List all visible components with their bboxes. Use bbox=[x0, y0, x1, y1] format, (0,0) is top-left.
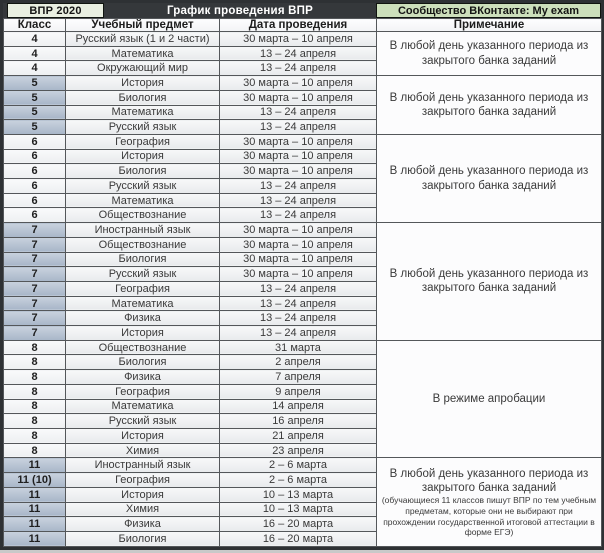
subject-cell: География bbox=[66, 473, 220, 488]
date-cell: 21 апреля bbox=[220, 428, 377, 443]
vk-community-label: Сообщество ВКонтакте: My exam bbox=[376, 3, 601, 18]
class-cell: 11 bbox=[4, 458, 66, 473]
class-cell: 6 bbox=[4, 193, 66, 208]
class-cell: 7 bbox=[4, 267, 66, 282]
subject-cell: Физика bbox=[66, 311, 220, 326]
date-cell: 31 марта bbox=[220, 340, 377, 355]
date-cell: 30 марта – 10 апреля bbox=[220, 32, 377, 47]
date-cell: 13 – 24 апреля bbox=[220, 120, 377, 135]
date-cell: 16 апреля bbox=[220, 414, 377, 429]
column-header-row bbox=[4, 19, 602, 32]
note-small-text: (обучающиеся 11 классов пишут ВПР по тем учебным предметам, которые они не выбирают при прохождении государственной итоговой аттестации в форме ЕГЭ) bbox=[381, 495, 597, 538]
date-cell: 13 – 24 апреля bbox=[220, 311, 377, 326]
date-cell: 9 апреля bbox=[220, 384, 377, 399]
class-cell: 7 bbox=[4, 281, 66, 296]
date-cell: 7 апреля bbox=[220, 370, 377, 385]
subject-cell: История bbox=[66, 76, 220, 91]
class-cell: 7 bbox=[4, 252, 66, 267]
note-cell bbox=[377, 340, 602, 458]
note-cell bbox=[377, 32, 602, 76]
class-cell: 11 bbox=[4, 517, 66, 532]
note-text: В режиме апробации bbox=[432, 392, 546, 405]
date-cell: 13 – 24 апреля bbox=[220, 105, 377, 120]
subject-cell: Иностранный язык bbox=[66, 223, 220, 238]
table-row bbox=[4, 76, 602, 91]
class-cell: 11 bbox=[4, 502, 66, 517]
subject-cell: История bbox=[66, 487, 220, 502]
class-cell: 8 bbox=[4, 428, 66, 443]
subject-cell: Русский язык (1 и 2 части) bbox=[66, 32, 220, 47]
subject-cell: Русский язык bbox=[66, 267, 220, 282]
date-cell: 30 марта – 10 апреля bbox=[220, 134, 377, 149]
class-cell: 4 bbox=[4, 61, 66, 76]
subject-cell: Биология bbox=[66, 531, 220, 546]
subject-cell: Математика bbox=[66, 399, 220, 414]
class-cell: 6 bbox=[4, 208, 66, 223]
subject-cell: Химия bbox=[66, 502, 220, 517]
column-header-subject: Учебный предмет bbox=[66, 19, 220, 32]
class-cell: 8 bbox=[4, 414, 66, 429]
class-cell: 11 bbox=[4, 531, 66, 546]
class-cell: 11 (10) bbox=[4, 473, 66, 488]
class-cell: 5 bbox=[4, 76, 66, 91]
class-cell: 4 bbox=[4, 46, 66, 61]
subject-cell: Обществознание bbox=[66, 237, 220, 252]
subject-cell: Обществознание bbox=[66, 340, 220, 355]
table-row bbox=[4, 32, 602, 47]
class-cell: 8 bbox=[4, 384, 66, 399]
class-cell: 5 bbox=[4, 105, 66, 120]
date-cell: 23 апреля bbox=[220, 443, 377, 458]
column-header-class: Класс bbox=[4, 19, 66, 32]
subject-cell: Русский язык bbox=[66, 414, 220, 429]
class-cell: 6 bbox=[4, 164, 66, 179]
subject-cell: Математика bbox=[66, 193, 220, 208]
subject-cell: Окружающий мир bbox=[66, 61, 220, 76]
subject-cell: Математика bbox=[66, 296, 220, 311]
class-cell: 8 bbox=[4, 443, 66, 458]
date-cell: 10 – 13 марта bbox=[220, 487, 377, 502]
date-cell: 10 – 13 марта bbox=[220, 502, 377, 517]
note-cell bbox=[377, 76, 602, 135]
subject-cell: Математика bbox=[66, 46, 220, 61]
date-cell: 13 – 24 апреля bbox=[220, 326, 377, 341]
date-cell: 2 – 6 марта bbox=[220, 458, 377, 473]
date-cell: 16 – 20 марта bbox=[220, 531, 377, 546]
date-cell: 30 марта – 10 апреля bbox=[220, 223, 377, 238]
subject-cell: География bbox=[66, 134, 220, 149]
subject-cell: География bbox=[66, 384, 220, 399]
class-cell: 7 bbox=[4, 296, 66, 311]
date-cell: 30 марта – 10 апреля bbox=[220, 164, 377, 179]
date-cell: 30 марта – 10 апреля bbox=[220, 237, 377, 252]
class-cell: 8 bbox=[4, 355, 66, 370]
column-header-date: Дата проведения bbox=[220, 19, 377, 32]
page-title: График проведения ВПР bbox=[167, 4, 313, 17]
note-text: В любой день указанного периода из закрытого банка заданий bbox=[389, 40, 589, 67]
note-text: В любой день указанного периода из закрытого банка заданий bbox=[389, 467, 589, 494]
date-cell: 13 – 24 апреля bbox=[220, 281, 377, 296]
subject-cell: История bbox=[66, 428, 220, 443]
subject-cell: Иностранный язык bbox=[66, 458, 220, 473]
class-cell: 8 bbox=[4, 370, 66, 385]
subject-cell: История bbox=[66, 149, 220, 164]
subject-cell: Физика bbox=[66, 517, 220, 532]
subject-cell: История bbox=[66, 326, 220, 341]
subject-cell: Биология bbox=[66, 164, 220, 179]
table-row bbox=[4, 340, 602, 355]
table-row bbox=[4, 458, 602, 473]
date-cell: 16 – 20 марта bbox=[220, 517, 377, 532]
date-cell: 14 апреля bbox=[220, 399, 377, 414]
class-cell: 7 bbox=[4, 223, 66, 238]
note-cell bbox=[377, 134, 602, 222]
date-cell: 13 – 24 апреля bbox=[220, 193, 377, 208]
class-cell: 7 bbox=[4, 326, 66, 341]
column-header-note: Примечание bbox=[377, 19, 602, 32]
subject-cell: Биология bbox=[66, 252, 220, 267]
subject-cell: Химия bbox=[66, 443, 220, 458]
subject-cell: Математика bbox=[66, 105, 220, 120]
class-cell: 5 bbox=[4, 90, 66, 105]
table-row bbox=[4, 134, 602, 149]
date-cell: 13 – 24 апреля bbox=[220, 296, 377, 311]
subject-cell: Физика bbox=[66, 370, 220, 385]
subject-cell: География bbox=[66, 281, 220, 296]
note-cell bbox=[377, 458, 602, 547]
date-cell: 30 марта – 10 апреля bbox=[220, 90, 377, 105]
date-cell: 13 – 24 апреля bbox=[220, 208, 377, 223]
subject-cell: Биология bbox=[66, 90, 220, 105]
class-cell: 5 bbox=[4, 120, 66, 135]
class-cell: 4 bbox=[4, 32, 66, 47]
subject-cell: Биология bbox=[66, 355, 220, 370]
class-cell: 7 bbox=[4, 311, 66, 326]
class-cell: 8 bbox=[4, 340, 66, 355]
class-cell: 6 bbox=[4, 134, 66, 149]
table-row bbox=[4, 223, 602, 238]
class-cell: 6 bbox=[4, 179, 66, 194]
date-cell: 13 – 24 апреля bbox=[220, 179, 377, 194]
date-cell: 13 – 24 апреля bbox=[220, 46, 377, 61]
top-band bbox=[3, 3, 601, 18]
date-cell: 2 апреля bbox=[220, 355, 377, 370]
class-cell: 11 bbox=[4, 487, 66, 502]
class-cell: 7 bbox=[4, 237, 66, 252]
date-cell: 30 марта – 10 апреля bbox=[220, 252, 377, 267]
subject-cell: Обществознание bbox=[66, 208, 220, 223]
date-cell: 2 – 6 марта bbox=[220, 473, 377, 488]
date-cell: 30 марта – 10 апреля bbox=[220, 267, 377, 282]
note-text: В любой день указанного периода из закрытого банка заданий bbox=[389, 165, 589, 192]
note-text: В любой день указанного периода из закрытого банка заданий bbox=[389, 268, 589, 295]
date-cell: 13 – 24 апреля bbox=[220, 61, 377, 76]
class-cell: 6 bbox=[4, 149, 66, 164]
subject-cell: Русский язык bbox=[66, 179, 220, 194]
subject-cell: Русский язык bbox=[66, 120, 220, 135]
note-text: В любой день указанного периода из закрытого банка заданий bbox=[389, 91, 589, 119]
class-cell: 8 bbox=[4, 399, 66, 414]
vpr-2020-badge: ВПР 2020 bbox=[7, 3, 104, 18]
schedule-table bbox=[3, 18, 602, 547]
note-cell bbox=[377, 223, 602, 341]
date-cell: 30 марта – 10 апреля bbox=[220, 76, 377, 91]
date-cell: 30 марта – 10 апреля bbox=[220, 149, 377, 164]
